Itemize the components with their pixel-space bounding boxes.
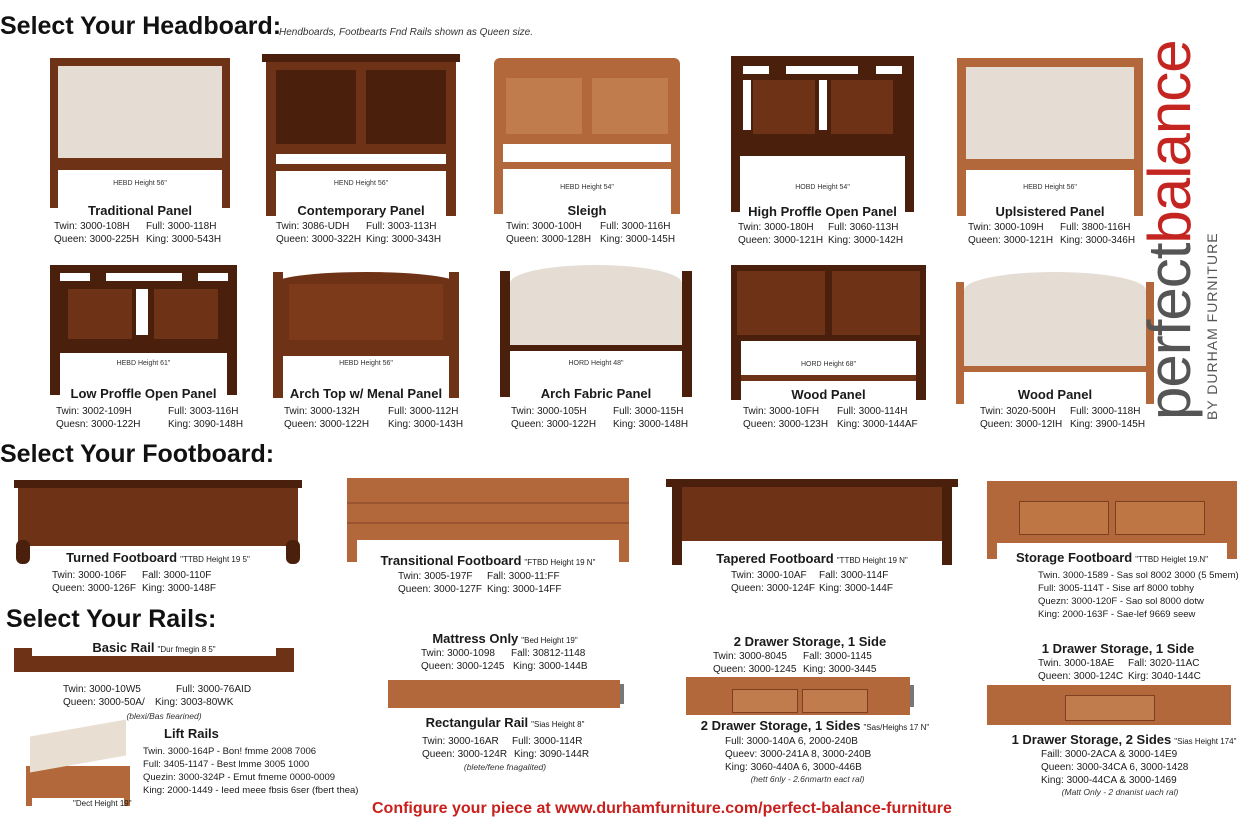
headboard-height: HEBD Height 61" [116,360,171,367]
headboard-height: HEBD Height 56" [339,360,393,367]
headboard-name: Sleigh [567,203,607,218]
rail-caption: (Matt Only - 2 dnanist uach ral) [1061,787,1179,797]
rail-caption: (blete/fene fnagalited) [463,762,547,772]
headboard-image-arch-top[interactable] [273,266,459,398]
headboard-height: HEBD Height 54" [560,184,614,191]
headboard-skus: Twin: 3002-109H Full: 3003-116H Quesn: 3000-122H King: 3090-148H [56,406,244,430]
rail-name: 2 Drawer Storage, 1 Side [733,634,887,649]
footboard-image-storage[interactable] [987,481,1237,559]
rail-caption: (hett 6nly - 2.6nmartn eact ral) [750,774,865,784]
size-note: Hendboards, Footbearts Fnd Rails shown as Queen size. [279,27,534,38]
footboard-skus: Twin: 3000-10AF Fall: 3000-114F Queen: 3000-124F King: 3000-144F [731,570,893,594]
footboard-name: Transitional Footboard "FTBD Height 19 N" [380,553,596,568]
headboard-skus: Twin: 3000-109H Full: 3800-116H Queen: 3000-121H King: 3000-346H [968,222,1136,246]
headboard-name: Arch Fabric Panel [540,386,652,401]
footboard-skus: Twin: 3005-197F Fall: 3000-11:FF Queen: 3000-127F King: 3000-14FF [398,571,562,595]
rail-skus: Faill: 3000-2ACA & 3000-14E9 Queen: 3000-34CA 6, 3000-1428 King: 3000-44CA & 3000-1469 [1041,749,1189,786]
headboard-skus: Twin: 3000-132H Full: 3000-112H Queen: 3000-122H King: 3000-143H [284,406,464,430]
rail-image-basic[interactable] [14,646,294,676]
headboard-skus: Twin: 3000-105H Full: 3000-115H Queen: 3000-122H King: 3000-148H [511,406,689,430]
rail-skus: Twin. 3000-164P - Bon! fmme 2008 7006 Full: 3405-1147 - Best lmme 3005 1000 Quezin: 3000-324P - Emut fmeme 0000-0009 King: 2000-1449 - Ieed meee fbsis 6ser (fbert thea) [143,746,359,796]
rail-name: Rectangular Rail "Sias Height 8" [425,715,585,730]
headboard-name: Uplsistered Panel [995,204,1105,219]
headboard-height: HEND Height 56" [333,180,389,187]
rail-name: Mattress Only "Bed Height 19" [432,631,578,646]
headboard-name: Traditional Panel [87,203,193,218]
headboard-name: High Proffle Open Panel [748,204,897,219]
headboard-skus: Twin: 3000-108H Full: 3000-118H Queen: 3000-225H King: 3000-543H [54,221,222,245]
headboard-image-contemporary[interactable] [262,54,460,216]
headboard-section-title: Select Your Headboard: [0,12,282,40]
footboard-name: Tapered Footboard "TTBD Height 19 N" [716,551,908,566]
rail-image-rectangular[interactable] [388,680,624,710]
rail-caption: (blexi/Bas fiearined) [126,711,202,721]
rail-image-two-drawer[interactable] [686,677,914,717]
headboard-skus: Twin: 3000-100H Full: 3000-116H Queen: 3000-128H King: 3000-145H [506,221,676,245]
headboard-skus: Twin: 3000-180H Full: 3060-113H Queen: 3000-121H King: 3000-142H [738,222,904,246]
rail-skus: Full: 3000-140A 6, 2000-240B Queev: 3000-241A 8, 3000-240B King: 3060-440A 6, 3000-446B [725,736,872,773]
rail-name: Lift Rails [164,726,219,741]
footboard-image-transitional[interactable] [347,478,629,562]
footboard-section-title: Select Your Footboard: [0,440,275,468]
headboard-height: HORD Height 48" [568,360,624,367]
lift-rail-badge: "Dect Height 19" [73,799,132,808]
rail-skus: Twin. 3000-18AE Fall: 3020-11AC Queen: 3000-124C Kirg: 3040-144C [1038,658,1201,682]
rail-image-one-drawer[interactable] [987,685,1233,727]
headboard-height: HEBD Height 56" [113,180,167,187]
headboard-image-wood-panel[interactable] [731,265,926,400]
rails-section-title: Select Your Rails: [6,605,217,633]
headboard-skus: Twin: 3020-500H Full: 3000-118H Queen: 3000-12IH King: 3900-145H [980,406,1146,430]
rail-name: 2 Drawer Storage, 1 Sides "Sas/Heighs 17 N" [700,718,930,733]
headboard-name: Wood Panel [1017,387,1093,402]
headboard-skus: Twin: 3000-10FH Full: 3000-114H Queen: 3000-123H King: 3000-144AF [743,406,918,430]
rail-image-lift[interactable] [22,728,134,808]
headboard-height: HORD Height 68" [800,361,856,368]
rail-name: 1 Drawer Storage, 1 Side [1041,641,1195,656]
headboard-height: HOBD Height 54" [795,184,850,191]
headboard-image-upholstered[interactable] [957,58,1143,216]
headboard-image-arch-fabric[interactable] [500,265,692,397]
footboard-skus: Twin. 3000-1589 - Sas sol 8002 3000 (5 5mem) Full: 3005-114T - Sise arf 8000 tobhy Quezn: 3000-120F - Sao sol 8000 dotw King: 2000-163F - Sae-lef 9669 seew [1038,570,1239,620]
headboard-name: Arch Top w/ Menal Panel [289,386,443,401]
rail-name: Basic Rail "Dur fmegin 8 5" [92,640,216,655]
footboard-skus: Twin: 3000-106F Fall: 3000-110F Queen: 3000-126F King: 3000-148F [52,570,216,594]
rail-name: 1 Drawer Storage, 2 Sides "Sias Height 174" [1011,732,1237,747]
footboard-name: Turned Footboard "TTBD Height 19 5" [66,550,250,565]
headboard-height: HEBD Height 56" [1023,184,1077,191]
footboard-name: Storage Footboard "TTBD Heiglet 19.N" [1015,550,1209,565]
headboard-name: Contemporary Panel [297,203,425,218]
configure-link[interactable]: Configure your piece at www.durhamfurniture.com/perfect-balance-furniture [372,800,952,817]
headboard-image-low-profile[interactable] [50,265,237,395]
headboard-name: Wood Panel [791,387,866,402]
brand-logo: perfectbalance BY DURHAM FURNITURE [1136,40,1220,420]
headboard-name: Low Proffle Open Panel [70,386,217,401]
rail-skus: Twin: 3000-16AR Full: 3000-114R Queen: 3000-124R King: 3090-144R [422,736,590,760]
rail-skus: Twin: 3000-8045 Fall: 3000-1145 Queen: 3000-1245 King: 3000-3445 [713,651,877,675]
headboard-image-wood-panel-2[interactable] [956,272,1154,404]
rail-skus: Twin: 3000-1098 Fall: 30812-1148 Queen: 3000-1245 King: 3000-144B [421,648,588,672]
headboard-skus: Twin: 3086-UDH Full: 3003-113H Queen: 3000-322H King: 3000-343H [276,221,442,245]
rail-skus: Twin: 3000-10W5 Full: 3000-76AID Queen: 3000-50A/ King: 3003-80WK [63,684,252,708]
